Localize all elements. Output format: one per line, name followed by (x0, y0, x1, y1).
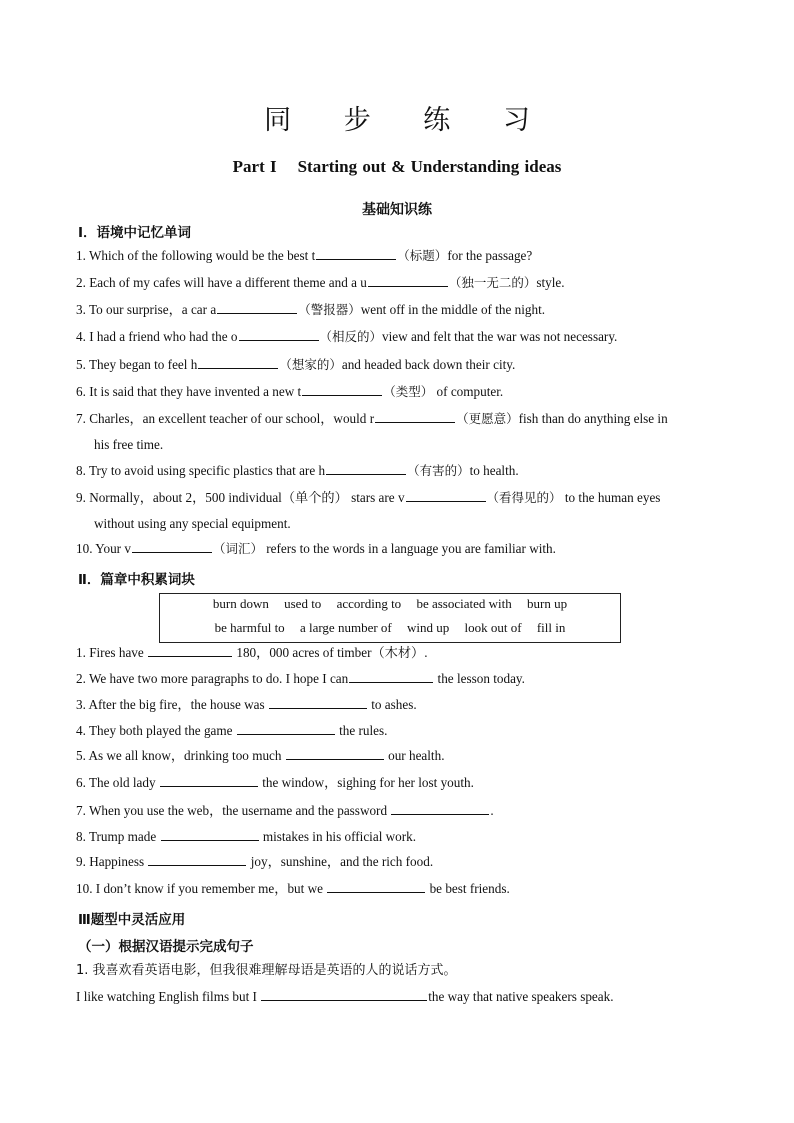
s2-item-5: 5. As we all know，drinking too much our health. (76, 748, 445, 763)
phrase: used to (284, 596, 322, 611)
s2-item-3: 3. After the big fire，the house was to ashes. (76, 697, 417, 712)
s2-item-2: 2. We have two more paragraphs to do. I hope I can the lesson today. (76, 671, 525, 686)
phrase: burn down (212, 596, 269, 611)
phrase: fill in (536, 620, 566, 635)
phrase-bank-row-2 (160, 620, 620, 636)
answer-blank[interactable] (368, 273, 448, 287)
s1-item-5: 5. They began to feel h （想家的）and headed back down their city. (76, 357, 516, 372)
answer-blank[interactable] (375, 409, 455, 423)
s1-item-4: 4. I had a friend who had the o （相反的）view and felt that the war was not necessary. (76, 329, 618, 344)
phrase-bank-row-1 (160, 596, 620, 612)
phrase: be harmful to (214, 620, 285, 635)
section-subtitle: 基础知识练 (362, 202, 432, 218)
answer-blank[interactable] (391, 801, 489, 815)
phrase: according to (336, 596, 402, 611)
s1-item-3: 3. To our surprise，a car a （警报器）went off in the middle of the night. (76, 302, 546, 317)
s1-item-7: 7. Charles，an excellent teacher of our school，would r （更愿意）fish than do anything else in his free time. (76, 411, 668, 452)
phrase: wind up (407, 620, 450, 635)
answer-blank[interactable] (148, 852, 246, 866)
part-title: Part I Starting out & Understanding ideas (232, 157, 562, 176)
answer-blank[interactable] (198, 355, 278, 369)
phrase-bank-box (159, 593, 621, 643)
answer-blank[interactable] (160, 773, 258, 787)
phrase: be associated with (416, 596, 512, 611)
s1-item-10: 10. Your v （词汇） refers to the words in a language you are familiar with. (76, 541, 556, 556)
answer-blank[interactable] (132, 539, 212, 553)
s2-item-1: 1. Fires have 180，000 acres of timber（木材）. (76, 645, 428, 660)
answer-blank[interactable] (349, 669, 433, 683)
answer-blank[interactable] (302, 382, 382, 396)
answer-blank[interactable] (261, 987, 427, 1001)
s1-item-8: 8. Try to avoid using specific plastics that are h （有害的）to health. (76, 463, 519, 478)
s1-item-1: 1. Which of the following would be the best t （标题）for the passage? (76, 248, 533, 263)
s3-item-1-chinese: 1. 我喜欢看英语电影，但我很难理解母语是英语的人的说话方式。 (76, 963, 457, 978)
answer-blank[interactable] (161, 827, 259, 841)
s2-item-8: 8. Trump made mistakes in his official work. (76, 829, 417, 844)
answer-blank[interactable] (269, 695, 367, 709)
phrase: a large number of (299, 620, 392, 635)
s2-item-10: 10. I don’t know if you remember me，but we be best friends. (76, 881, 510, 896)
answer-blank[interactable] (239, 327, 319, 341)
answer-blank[interactable] (148, 643, 232, 657)
answer-blank[interactable] (316, 246, 396, 260)
answer-blank[interactable] (327, 879, 425, 893)
answer-blank[interactable] (286, 746, 384, 760)
phrase: look out of (464, 620, 522, 635)
s2-item-4: 4. They both played the game the rules. (76, 723, 388, 738)
page-title: 同 步 练 习 (264, 105, 552, 136)
s1-item-2: 2. Each of my cafes will have a different theme and a u （独一无二的）style. (76, 275, 565, 290)
section3-heading: Ⅲ题型中灵活应用 (78, 912, 186, 928)
s1-item-6: 6. It is said that they have invented a new t （类型） of computer. (76, 384, 504, 399)
s1-item-9: 9. Normally，about 2，500 individual（单个的） stars are v （看得见的） to the human eyes without using any special equipment. (76, 490, 661, 531)
s2-item-6: 6. The old lady the window，sighing for her lost youth. (76, 775, 474, 790)
s3-item-1-english: I like watching English films but I the way that native speakers speak. (76, 989, 614, 1004)
answer-blank[interactable] (217, 300, 297, 314)
s2-item-9: 9. Happiness joy，sunshine，and the rich food. (76, 854, 434, 869)
s2-item-7: 7. When you use the web，the username and the password . (76, 803, 494, 818)
answer-blank[interactable] (406, 488, 486, 502)
answer-blank[interactable] (326, 461, 406, 475)
phrase: burn up (527, 596, 568, 611)
section2-heading: Ⅱ．篇章中积累词块 (78, 572, 195, 588)
section3-subheading: （一）根据汉语提示完成句子 (78, 939, 254, 955)
answer-blank[interactable] (237, 721, 335, 735)
section1-heading: Ⅰ．语境中记忆单词 (78, 225, 192, 241)
